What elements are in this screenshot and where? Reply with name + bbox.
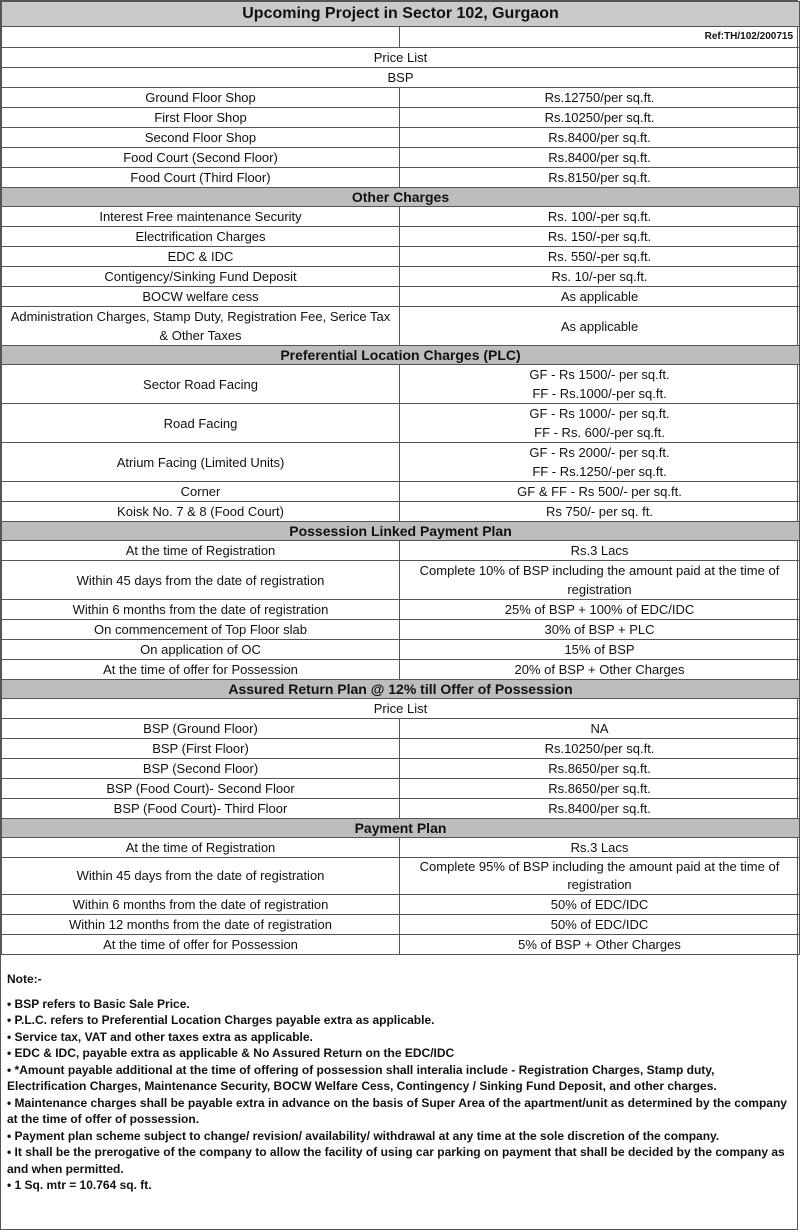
table-row xyxy=(2,307,800,346)
charge-item: Administration Charges, Stamp Duty, Registration Fee, Serice Tax & Other Taxes xyxy=(2,307,400,346)
table-row xyxy=(2,108,800,128)
price-table xyxy=(1,1,800,955)
plc-value-gf: GF - Rs 1000/- per sq.ft. xyxy=(529,406,670,421)
note-item: • Payment plan scheme subject to change/ revision/ availability/ withdrawal at any time at the sole discretion of the company. xyxy=(7,1128,720,1143)
table-row xyxy=(2,128,800,148)
table-row xyxy=(2,759,800,779)
plc-value-ff: FF - Rs.1000/-per sq.ft. xyxy=(532,386,667,401)
price-list-row xyxy=(2,699,800,719)
assured-item: BSP (Food Court)- Second Floor xyxy=(2,779,400,799)
charge-item: Contigency/Sinking Fund Deposit xyxy=(2,267,400,287)
table-row xyxy=(2,502,800,522)
note-item: • Maintenance charges shall be payable extra in advance on the basis of Super Area of the apartment/unit as determined by the company at the time of offer of possession. xyxy=(7,1095,787,1126)
charge-item: EDC & IDC xyxy=(2,247,400,267)
plan-amount: Complete 95% of BSP including the amount paid at the time of registration xyxy=(400,858,800,895)
table-row xyxy=(2,365,800,404)
plc-value-gf: GF - Rs 2000/- per sq.ft. xyxy=(529,445,670,460)
plan-amount: 5% of BSP + Other Charges xyxy=(400,935,800,955)
bsp-value: Rs.8150/per sq.ft. xyxy=(400,168,800,188)
bsp-value: Rs.8400/per sq.ft. xyxy=(400,128,800,148)
table-row xyxy=(2,779,800,799)
section-header-row xyxy=(2,346,800,365)
assured-item: BSP (First Floor) xyxy=(2,739,400,759)
plan-amount: 50% of EDC/IDC xyxy=(400,915,800,935)
plan-stage: Within 45 days from the date of registration xyxy=(2,561,400,600)
ref-row xyxy=(2,27,800,48)
plan-amount: Rs.3 Lacs xyxy=(400,541,800,561)
table-row xyxy=(2,287,800,307)
table-row xyxy=(2,620,800,640)
plan-stage: Within 6 months from the date of registration xyxy=(2,895,400,915)
plan-stage: Within 6 months from the date of registration xyxy=(2,600,400,620)
assured-value: Rs.8400/per sq.ft. xyxy=(400,799,800,819)
table-row xyxy=(2,88,800,108)
assured-value: Rs.8650/per sq.ft. xyxy=(400,779,800,799)
table-row xyxy=(2,858,800,895)
table-row xyxy=(2,660,800,680)
plc-value xyxy=(400,443,800,482)
plc-item: Sector Road Facing xyxy=(2,365,400,404)
table-row xyxy=(2,600,800,620)
table-row xyxy=(2,799,800,819)
plan-amount: 20% of BSP + Other Charges xyxy=(400,660,800,680)
plc-item: Atrium Facing (Limited Units) xyxy=(2,443,400,482)
plc-value: GF & FF - Rs 500/- per sq.ft. xyxy=(400,482,800,502)
table-row xyxy=(2,561,800,600)
section-header-row xyxy=(2,188,800,207)
assured-value: NA xyxy=(400,719,800,739)
charge-value: Rs. 150/-per sq.ft. xyxy=(400,227,800,247)
plan-stage: On commencement of Top Floor slab xyxy=(2,620,400,640)
table-row xyxy=(2,838,800,858)
charge-value: Rs. 100/-per sq.ft. xyxy=(400,207,800,227)
plan-stage: Within 45 days from the date of registration xyxy=(2,858,400,895)
table-row xyxy=(2,935,800,955)
table-row xyxy=(2,739,800,759)
page-title: Upcoming Project in Sector 102, Gurgaon xyxy=(2,2,800,27)
plc-value xyxy=(400,365,800,404)
plan-stage: At the time of offer for Possession xyxy=(2,660,400,680)
plan-amount: 15% of BSP xyxy=(400,640,800,660)
charge-item: Electrification Charges xyxy=(2,227,400,247)
table-row xyxy=(2,148,800,168)
bsp-value: Rs.10250/per sq.ft. xyxy=(400,108,800,128)
plan-stage: On application of OC xyxy=(2,640,400,660)
title-row xyxy=(2,2,800,27)
plc-value-gf: GF - Rs 1500/- per sq.ft. xyxy=(529,367,670,382)
other-charges-heading: Other Charges xyxy=(2,188,800,207)
table-row xyxy=(2,227,800,247)
note-item: • *Amount payable additional at the time of offering of possession shall interalia include - Registration Charges, Stamp duty, Electrification Charges, Maintenance Security, BOCW Welfare Cess, Contingency / Sinking Fund Deposit, and other charges. xyxy=(7,1062,717,1093)
section-header-row xyxy=(2,680,800,699)
note-item: • BSP refers to Basic Sale Price. xyxy=(7,996,190,1011)
plan-stage: At the time of Registration xyxy=(2,838,400,858)
plc-item: Corner xyxy=(2,482,400,502)
plan-amount: 50% of EDC/IDC xyxy=(400,895,800,915)
table-row xyxy=(2,640,800,660)
plc-value: Rs 750/- per sq. ft. xyxy=(400,502,800,522)
charge-value: Rs. 550/-per sq.ft. xyxy=(400,247,800,267)
note-item: • EDC & IDC, payable extra as applicable & No Assured Return on the EDC/IDC xyxy=(7,1046,455,1060)
plan-stage: Within 12 months from the date of registration xyxy=(2,915,400,935)
section-header-row xyxy=(2,819,800,838)
bsp-row xyxy=(2,68,800,88)
possession-plan-heading: Possession Linked Payment Plan xyxy=(2,522,800,541)
section-header-row xyxy=(2,522,800,541)
note-item: • Service tax, VAT and other taxes extra as applicable. xyxy=(7,1029,313,1044)
note-item: • It shall be the prerogative of the company to allow the facility of using car parking on payment that shall be decided by the company as and when permitted. xyxy=(7,1145,785,1176)
table-row xyxy=(2,267,800,287)
plc-item: Koisk No. 7 & 8 (Food Court) xyxy=(2,502,400,522)
notes-heading: Note:- xyxy=(7,972,42,986)
bsp-item: First Floor Shop xyxy=(2,108,400,128)
bsp-item: Second Floor Shop xyxy=(2,128,400,148)
table-row xyxy=(2,541,800,561)
charge-value: As applicable xyxy=(400,307,800,346)
charge-value: Rs. 10/-per sq.ft. xyxy=(400,267,800,287)
table-row xyxy=(2,443,800,482)
price-list-row xyxy=(2,48,800,68)
plc-heading: Preferential Location Charges (PLC) xyxy=(2,346,800,365)
table-row xyxy=(2,247,800,267)
bsp-value: Rs.12750/per sq.ft. xyxy=(400,88,800,108)
table-row xyxy=(2,915,800,935)
charge-value: As applicable xyxy=(400,287,800,307)
assured-value: Rs.8650/per sq.ft. xyxy=(400,759,800,779)
plan-amount: Complete 10% of BSP including the amount paid at the time of registration xyxy=(400,561,800,600)
charge-item: BOCW welfare cess xyxy=(2,287,400,307)
table-row xyxy=(2,719,800,739)
reference-number: Ref:TH/102/200715 xyxy=(400,27,800,48)
note-item: • 1 Sq. mtr = 10.764 sq. ft. xyxy=(7,1178,152,1192)
payment-plan-heading: Payment Plan xyxy=(2,819,800,838)
notes-section xyxy=(1,955,797,1194)
plc-value-ff: FF - Rs. 600/-per sq.ft. xyxy=(534,425,665,440)
assured-item: BSP (Food Court)- Third Floor xyxy=(2,799,400,819)
plc-value-ff: FF - Rs.1250/-per sq.ft. xyxy=(532,464,667,479)
bsp-label: BSP xyxy=(2,68,800,88)
table-row xyxy=(2,895,800,915)
table-row xyxy=(2,168,800,188)
assured-item: BSP (Ground Floor) xyxy=(2,719,400,739)
bsp-item: Food Court (Second Floor) xyxy=(2,148,400,168)
charge-item: Interest Free maintenance Security xyxy=(2,207,400,227)
table-row xyxy=(2,482,800,502)
bsp-value: Rs.8400/per sq.ft. xyxy=(400,148,800,168)
bsp-item: Food Court (Third Floor) xyxy=(2,168,400,188)
assured-value: Rs.10250/per sq.ft. xyxy=(400,739,800,759)
ref-blank-cell xyxy=(2,27,400,48)
note-item: • P.L.C. refers to Preferential Location Charges payable extra as applicable. xyxy=(7,1013,435,1027)
plan-amount: 25% of BSP + 100% of EDC/IDC xyxy=(400,600,800,620)
plan-stage: At the time of Registration xyxy=(2,541,400,561)
assured-return-heading: Assured Return Plan @ 12% till Offer of Possession xyxy=(2,680,800,699)
price-list-label: Price List xyxy=(2,48,800,68)
plan-stage: At the time of offer for Possession xyxy=(2,935,400,955)
plan-amount: Rs.3 Lacs xyxy=(400,838,800,858)
table-row xyxy=(2,207,800,227)
plc-value xyxy=(400,404,800,443)
bsp-item: Ground Floor Shop xyxy=(2,88,400,108)
plan-amount: 30% of BSP + PLC xyxy=(400,620,800,640)
plc-item: Road Facing xyxy=(2,404,400,443)
assured-item: BSP (Second Floor) xyxy=(2,759,400,779)
price-list-label: Price List xyxy=(2,699,800,719)
table-row xyxy=(2,404,800,443)
